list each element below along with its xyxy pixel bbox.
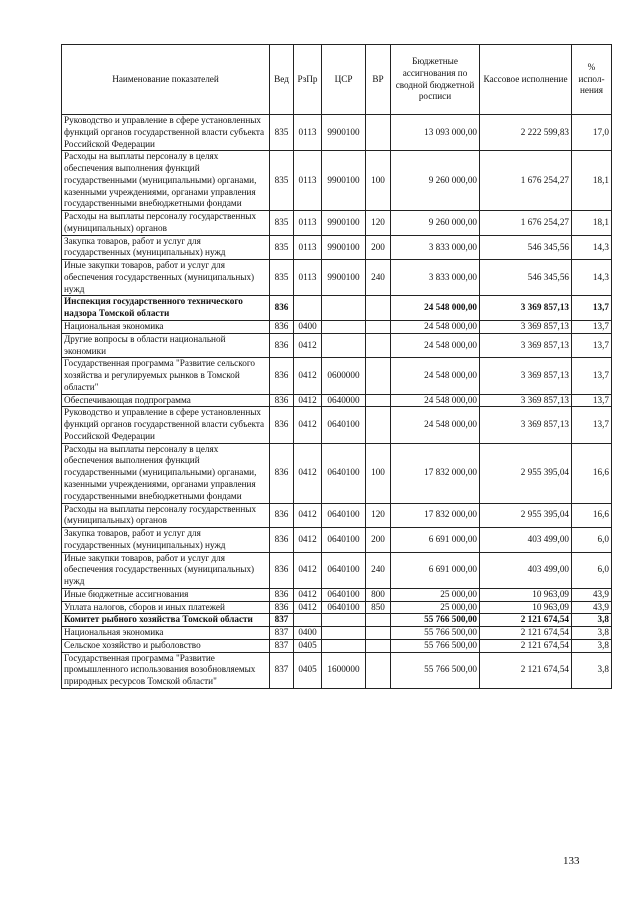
cell-rzpr: 0412 [294, 333, 322, 358]
cell-budget: 25 000,00 [391, 588, 480, 601]
cell-cash: 10 963,09 [480, 588, 572, 601]
cell-name: Расходы на выплаты персоналу государственных (муниципальных) органов [62, 503, 270, 528]
cell-csr [322, 627, 366, 640]
cell-vr [366, 627, 391, 640]
cell-cash: 2 121 674,54 [480, 639, 572, 652]
table-row [62, 358, 612, 394]
col-header-budget: Бюджетные ассигнования по сводной бюджетной росписи [391, 45, 480, 115]
cell-name: Иные закупки товаров, работ и услуг для обеспечения государственных (муниципальных) нужд [62, 260, 270, 296]
cell-csr: 0640000 [322, 394, 366, 407]
budget-table [61, 44, 612, 689]
cell-name: Руководство и управление в сфере установленных функций органов государственной власти субъекта Российской Федерации [62, 115, 270, 151]
page-number: 133 [563, 855, 580, 867]
cell-csr: 0640100 [322, 407, 366, 443]
cell-csr [322, 614, 366, 627]
cell-ved: 835 [270, 211, 294, 236]
cell-budget: 3 833 000,00 [391, 235, 480, 260]
table-row [62, 627, 612, 640]
cell-budget: 55 766 500,00 [391, 652, 480, 688]
table-row [62, 552, 612, 588]
cell-rzpr [294, 614, 322, 627]
cell-percent: 14,3 [572, 235, 612, 260]
cell-ved: 836 [270, 333, 294, 358]
cell-ved: 835 [270, 151, 294, 211]
cell-budget: 6 691 000,00 [391, 552, 480, 588]
table-row [62, 652, 612, 688]
cell-csr: 9900100 [322, 151, 366, 211]
cell-csr: 0640100 [322, 588, 366, 601]
cell-percent: 17,0 [572, 115, 612, 151]
cell-ved: 835 [270, 115, 294, 151]
cell-percent: 13,7 [572, 407, 612, 443]
cell-budget: 25 000,00 [391, 601, 480, 614]
cell-ved: 836 [270, 588, 294, 601]
cell-ved: 836 [270, 601, 294, 614]
cell-percent: 13,7 [572, 358, 612, 394]
cell-vr [366, 333, 391, 358]
cell-percent: 3,8 [572, 627, 612, 640]
cell-rzpr: 0412 [294, 601, 322, 614]
cell-budget: 9 260 000,00 [391, 151, 480, 211]
cell-ved: 836 [270, 321, 294, 334]
col-header-cash: Кассовое исполнение [480, 45, 572, 115]
cell-name: Закупка товаров, работ и услуг для государственных (муниципальных) нужд [62, 528, 270, 553]
cell-budget: 24 548 000,00 [391, 321, 480, 334]
table-row [62, 443, 612, 503]
header-row [62, 45, 612, 115]
cell-rzpr: 0113 [294, 151, 322, 211]
col-header-csr: ЦСР [322, 45, 366, 115]
cell-percent: 43,9 [572, 588, 612, 601]
table-row [62, 211, 612, 236]
cell-vr [366, 296, 391, 321]
cell-rzpr: 0405 [294, 652, 322, 688]
cell-percent: 14,3 [572, 260, 612, 296]
cell-rzpr: 0400 [294, 627, 322, 640]
cell-ved: 836 [270, 443, 294, 503]
cell-name: Руководство и управление в сфере установленных функций органов государственной власти субъекта Российской Федерации [62, 407, 270, 443]
cell-percent: 13,7 [572, 333, 612, 358]
cell-rzpr: 0400 [294, 321, 322, 334]
cell-cash: 546 345,56 [480, 260, 572, 296]
cell-percent: 43,9 [572, 601, 612, 614]
cell-percent: 13,7 [572, 394, 612, 407]
cell-csr [322, 321, 366, 334]
cell-rzpr: 0412 [294, 528, 322, 553]
cell-rzpr: 0412 [294, 358, 322, 394]
cell-ved: 835 [270, 260, 294, 296]
cell-vr: 200 [366, 528, 391, 553]
cell-percent: 18,1 [572, 211, 612, 236]
cell-percent: 3,8 [572, 614, 612, 627]
table-row [62, 588, 612, 601]
cell-vr: 120 [366, 211, 391, 236]
cell-cash: 3 369 857,13 [480, 394, 572, 407]
cell-budget: 6 691 000,00 [391, 528, 480, 553]
cell-vr [366, 407, 391, 443]
cell-csr: 0640100 [322, 601, 366, 614]
cell-csr: 9900100 [322, 235, 366, 260]
table-row [62, 333, 612, 358]
cell-percent: 13,7 [572, 296, 612, 321]
cell-budget: 55 766 500,00 [391, 614, 480, 627]
table-row [62, 260, 612, 296]
cell-cash: 3 369 857,13 [480, 333, 572, 358]
cell-vr [366, 394, 391, 407]
cell-cash: 1 676 254,27 [480, 151, 572, 211]
col-header-rzpr: РзПр [294, 45, 322, 115]
table-row [62, 503, 612, 528]
cell-name: Иные закупки товаров, работ и услуг для обеспечения государственных (муниципальных) нужд [62, 552, 270, 588]
cell-cash: 3 369 857,13 [480, 296, 572, 321]
cell-name: Национальная экономика [62, 321, 270, 334]
cell-csr: 0600000 [322, 358, 366, 394]
cell-rzpr: 0412 [294, 503, 322, 528]
cell-ved: 837 [270, 627, 294, 640]
col-header-name: Наименование показателей [62, 45, 270, 115]
cell-rzpr: 0405 [294, 639, 322, 652]
cell-rzpr: 0113 [294, 235, 322, 260]
cell-ved: 836 [270, 358, 294, 394]
cell-budget: 24 548 000,00 [391, 394, 480, 407]
table-row [62, 235, 612, 260]
cell-vr [366, 358, 391, 394]
cell-percent: 6,0 [572, 552, 612, 588]
cell-ved: 836 [270, 528, 294, 553]
cell-vr [366, 639, 391, 652]
cell-ved: 835 [270, 235, 294, 260]
col-header-percent: % испол-нения [572, 45, 612, 115]
cell-rzpr: 0113 [294, 115, 322, 151]
cell-csr: 0640100 [322, 443, 366, 503]
cell-rzpr: 0412 [294, 407, 322, 443]
cell-vr: 100 [366, 151, 391, 211]
table-row [62, 151, 612, 211]
cell-csr [322, 333, 366, 358]
cell-vr: 240 [366, 260, 391, 296]
cell-ved: 837 [270, 652, 294, 688]
cell-vr: 800 [366, 588, 391, 601]
cell-budget: 3 833 000,00 [391, 260, 480, 296]
cell-cash: 3 369 857,13 [480, 358, 572, 394]
cell-budget: 24 548 000,00 [391, 296, 480, 321]
table-row [62, 394, 612, 407]
table-row [62, 614, 612, 627]
cell-vr: 120 [366, 503, 391, 528]
cell-name: Государственная программа "Развитие промышленного использования возобновляемых природных ресурсов Томской области" [62, 652, 270, 688]
cell-name: Сельское хозяйство и рыболовство [62, 639, 270, 652]
col-header-vr: ВР [366, 45, 391, 115]
table-row [62, 601, 612, 614]
table-row [62, 321, 612, 334]
cell-budget: 24 548 000,00 [391, 358, 480, 394]
cell-csr: 0640100 [322, 552, 366, 588]
cell-cash: 3 369 857,13 [480, 407, 572, 443]
cell-vr [366, 115, 391, 151]
cell-ved: 836 [270, 503, 294, 528]
cell-csr [322, 639, 366, 652]
cell-csr: 0640100 [322, 503, 366, 528]
cell-budget: 13 093 000,00 [391, 115, 480, 151]
cell-percent: 13,7 [572, 321, 612, 334]
cell-name: Государственная программа "Развитие сельского хозяйства и регулируемых рынков в Томской области" [62, 358, 270, 394]
cell-csr: 9900100 [322, 211, 366, 236]
col-header-ved: Вед [270, 45, 294, 115]
cell-percent: 16,6 [572, 443, 612, 503]
cell-cash: 403 499,00 [480, 528, 572, 553]
cell-rzpr: 0412 [294, 443, 322, 503]
cell-cash: 10 963,09 [480, 601, 572, 614]
cell-rzpr: 0113 [294, 211, 322, 236]
cell-percent: 18,1 [572, 151, 612, 211]
cell-cash: 1 676 254,27 [480, 211, 572, 236]
cell-ved: 836 [270, 296, 294, 321]
cell-cash: 3 369 857,13 [480, 321, 572, 334]
cell-vr [366, 652, 391, 688]
cell-percent: 3,8 [572, 639, 612, 652]
cell-percent: 3,8 [572, 652, 612, 688]
cell-name: Другие вопросы в области национальной экономики [62, 333, 270, 358]
cell-name: Уплата налогов, сборов и иных платежей [62, 601, 270, 614]
cell-rzpr: 0412 [294, 552, 322, 588]
cell-name: Расходы на выплаты персоналу в целях обеспечения выполнения функций государственными (муниципальными) органами, казенными учреждениями, органами управления государственными внебюджетными фондами [62, 443, 270, 503]
table-row [62, 407, 612, 443]
cell-budget: 55 766 500,00 [391, 627, 480, 640]
cell-cash: 403 499,00 [480, 552, 572, 588]
cell-cash: 2 222 599,83 [480, 115, 572, 151]
cell-name: Расходы на выплаты персоналу в целях обеспечения выполнения функций государственными (муниципальными) органами, казенными учреждениями, органами управления государственными внебюджетными фондами [62, 151, 270, 211]
cell-vr [366, 614, 391, 627]
cell-name: Инспекция государственного технического надзора Томской области [62, 296, 270, 321]
cell-cash: 2 121 674,54 [480, 614, 572, 627]
cell-budget: 17 832 000,00 [391, 503, 480, 528]
cell-ved: 836 [270, 552, 294, 588]
cell-percent: 16,6 [572, 503, 612, 528]
cell-csr: 0640100 [322, 528, 366, 553]
cell-ved: 836 [270, 394, 294, 407]
cell-csr [322, 296, 366, 321]
cell-rzpr: 0412 [294, 394, 322, 407]
cell-budget: 24 548 000,00 [391, 333, 480, 358]
cell-rzpr: 0412 [294, 588, 322, 601]
cell-vr: 100 [366, 443, 391, 503]
cell-csr: 9900100 [322, 260, 366, 296]
table-body [62, 115, 612, 689]
cell-cash: 2 955 395,04 [480, 443, 572, 503]
cell-ved: 837 [270, 639, 294, 652]
cell-vr: 240 [366, 552, 391, 588]
table-row [62, 115, 612, 151]
table-row [62, 639, 612, 652]
cell-name: Закупка товаров, работ и услуг для государственных (муниципальных) нужд [62, 235, 270, 260]
cell-name: Расходы на выплаты персоналу государственных (муниципальных) органов [62, 211, 270, 236]
cell-csr: 9900100 [322, 115, 366, 151]
cell-vr: 850 [366, 601, 391, 614]
cell-name: Иные бюджетные ассигнования [62, 588, 270, 601]
cell-vr [366, 321, 391, 334]
table-row [62, 528, 612, 553]
cell-name: Национальная экономика [62, 627, 270, 640]
cell-cash: 2 121 674,54 [480, 652, 572, 688]
cell-vr: 200 [366, 235, 391, 260]
cell-budget: 24 548 000,00 [391, 407, 480, 443]
cell-name: Комитет рыбного хозяйства Томской области [62, 614, 270, 627]
cell-csr: 1600000 [322, 652, 366, 688]
cell-rzpr [294, 296, 322, 321]
cell-cash: 2 955 395,04 [480, 503, 572, 528]
cell-ved: 837 [270, 614, 294, 627]
cell-cash: 546 345,56 [480, 235, 572, 260]
cell-budget: 9 260 000,00 [391, 211, 480, 236]
cell-budget: 17 832 000,00 [391, 443, 480, 503]
cell-rzpr: 0113 [294, 260, 322, 296]
table-row [62, 296, 612, 321]
cell-name: Обеспечивающая подпрограмма [62, 394, 270, 407]
cell-ved: 836 [270, 407, 294, 443]
cell-percent: 6,0 [572, 528, 612, 553]
cell-budget: 55 766 500,00 [391, 639, 480, 652]
cell-cash: 2 121 674,54 [480, 627, 572, 640]
